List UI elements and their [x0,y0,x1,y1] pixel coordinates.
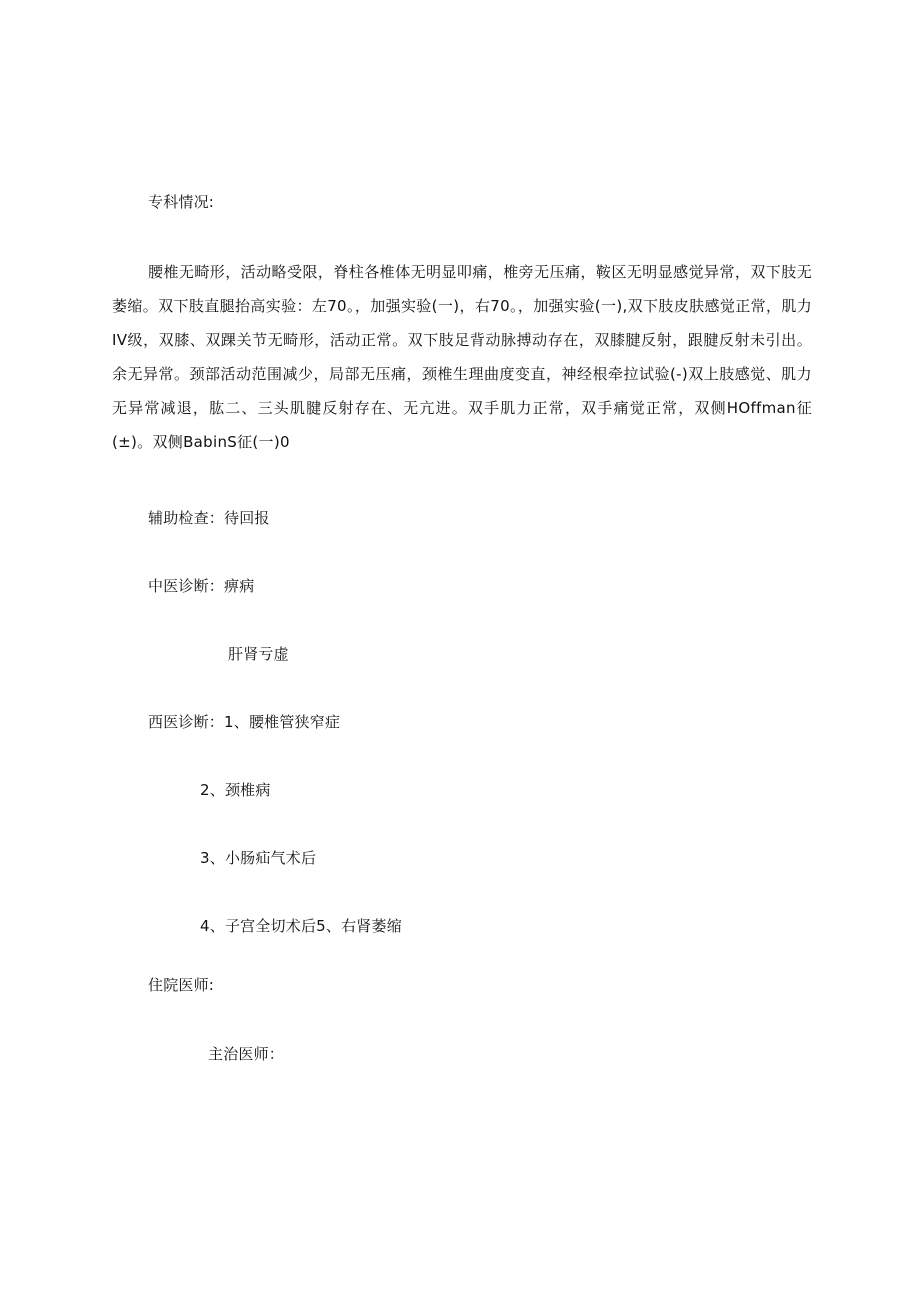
physical-exam-paragraph: 腰椎无畸形，活动略受限，脊柱各椎体无明显叩痛，椎旁无压痛，鞍区无明显感觉异常，双下肢无萎缩。双下肢直腿抬高实验：左70。，加强实验(一)，右70。，加强实验(一),双下肢皮肤感觉正常，肌力IV级，双膝、双踝关节无畸形，活动正常。双下肢足背动脉搏动存在，双膝腱反射，跟腱反射未引出。余无异常。颈部活动范围减少，局部无压痛，颈椎生理曲度变直，神经根牵拉试验(-)双上肢感觉、肌力无异常减退，肱二、三头肌腱反射存在、无亢进。双手肌力正常，双手痛觉正常，双侧HOffman征(±)。双侧BabinS征(一)0 [112,263,812,451]
attending-doctor-signature: 主治医师： [208,1045,285,1063]
western-diagnosis-3: 3、小肠疝气术后 [200,849,317,867]
resident-doctor-signature: 住院医师: [148,976,215,994]
specialty-heading: 专科情况: [148,193,215,211]
tcm-diagnosis-line: 中医诊断：痹病 [148,577,255,595]
western-diagnosis-4: 4、子宫全切术后5、右肾萎缩 [200,917,402,935]
tcm-syndrome-line: 肝肾亏虚 [228,645,289,663]
western-diagnosis-1: 西医诊断：1、腰椎管狭窄症 [148,713,341,731]
western-diagnosis-2: 2、颈椎病 [200,781,271,799]
aux-exam-line: 辅助检查：待回报 [148,509,270,527]
